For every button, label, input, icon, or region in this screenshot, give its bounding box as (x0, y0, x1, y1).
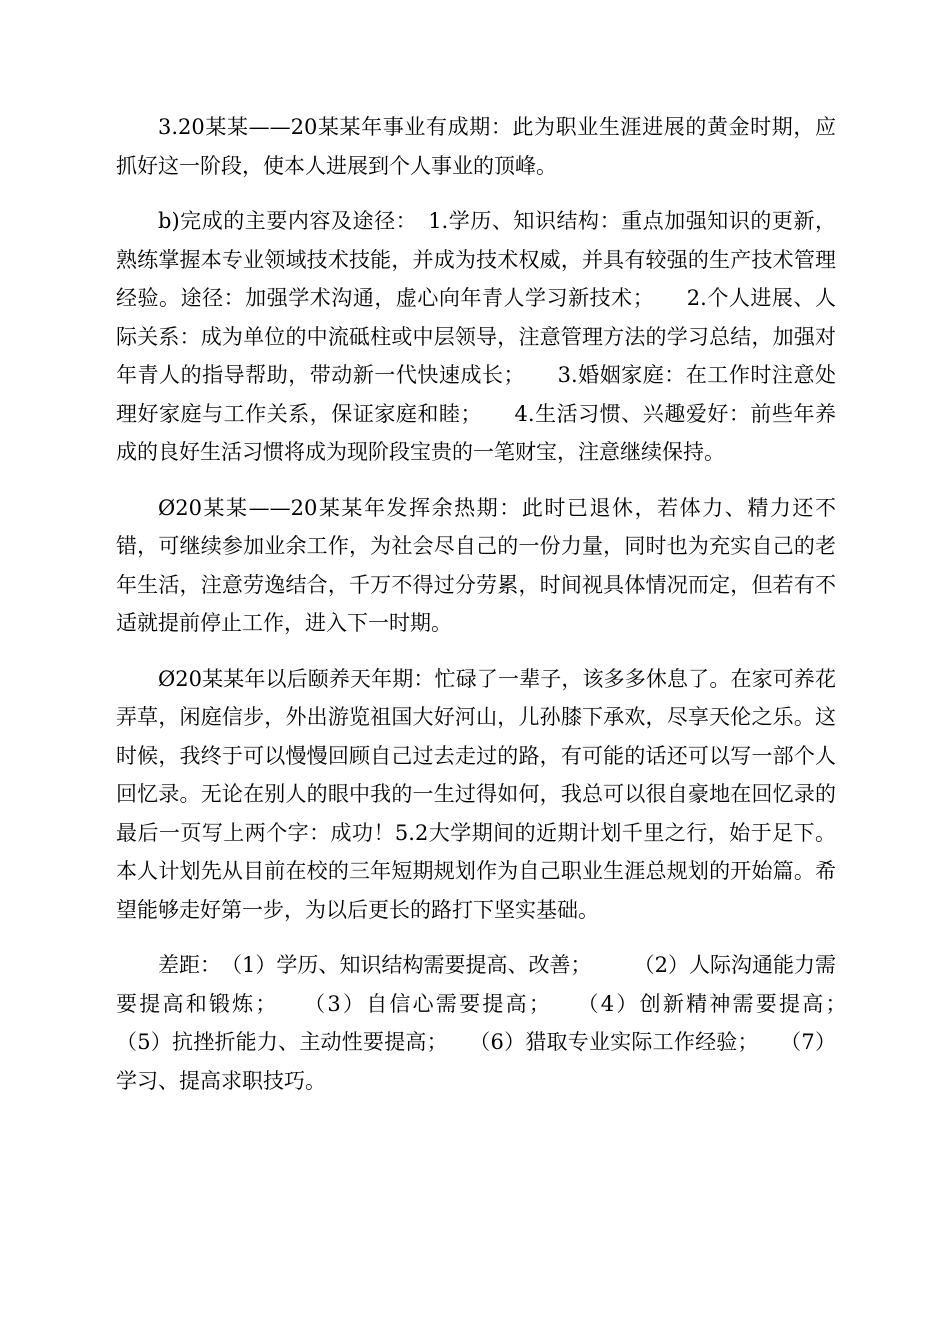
paragraph-career-peak: 3.20某某——20某某年事业有成期：此为职业生涯进展的黄金时期，应抓好这一阶段，使本人进展到个人事业的顶峰。 (116, 115, 836, 178)
document-body (116, 108, 878, 1117)
paragraph-main-content-and-approach: b)完成的主要内容及途径： 1.学历、知识结构：重点加强知识的更新，熟练掌握本专业领域技术技能，并成为技术权威，并具有较强的生产技术管理经验。途径：加强学术沟通，虚心向年青人学习新技术； 2.个人进展、人际关系：成为单位的中流砥柱或中层领导，注意管理方法的学习总结，加强对年青人的指导帮助，带动新一代快速成长； 3.婚姻家庭：在工作时注意处理好家庭与工作关系，保证家庭和睦； 4.生活习惯、兴趣爱好：前些年养成的良好生活习惯将成为现阶段宝贵的一笔财宝，注意继续保持。 (116, 209, 836, 464)
paragraph-retirement-work: Ø20某某——20某某年发挥余热期：此时已退休，若体力、精力还不错，可继续参加业余工作，为社会尽自己的一份力量，同时也为充实自己的老年生活，注意劳逸结合，千万不得过分劳累，时间视具体情况而定，但若有不适就提前停止工作，进入下一时期。 (116, 495, 836, 635)
paragraph-gaps: 差距： （1）学历、知识结构需要提高、改善； （2）人际沟通能力需要提高和锻炼； （3）自信心需要提高； （4）创新精神需要提高； （5）抗挫折能力、主动性要提高； （6）猎取专业实际工作经验； （7）学习、提高求职技巧。 (116, 953, 878, 1093)
paragraph-old-age-and-college-plan: Ø20某某年以后颐养天年期：忙碌了一辈子，该多多休息了。在家可养花弄草，闲庭信步，外出游览祖国大好河山，儿孙膝下承欢，尽享天伦之乐。这时候，我终于可以慢慢回顾自己过去走过的路，有可能的话还可以写一部个人回忆录。无论在别人的眼中我的一生过得如何，我总可以很自豪地在回忆录的最后一页写上两个字：成功！5.2大学期间的近期计划千里之行，始于足下。本人计划先从目前在校的三年短期规划作为自己职业生涯总规划的开始篇。希望能够走好第一步，为以后更长的路打下坚实基础。 (116, 666, 836, 922)
